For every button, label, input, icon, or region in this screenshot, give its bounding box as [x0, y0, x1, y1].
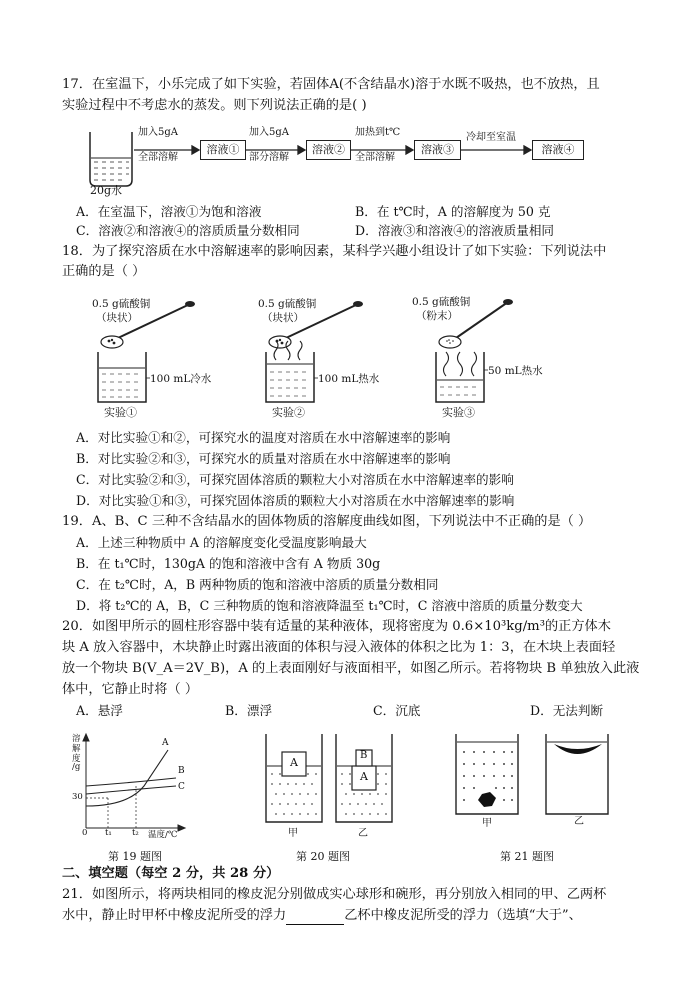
fig20-caption: 第 20 题图: [296, 850, 350, 863]
q18-option-b: B．对比实验②和③，可探究水的质量对溶质在水中溶解速率的影响: [76, 451, 451, 466]
fig20-floating-blocks: [262, 730, 402, 840]
q18-exp2-mass: 0.5 g硫酸铜: [258, 298, 317, 310]
q20-line4: 体中，它静止时将（ ）: [62, 682, 199, 697]
q21-answer-blank[interactable]: [286, 910, 344, 925]
fig20-block-a-jia: A: [290, 756, 298, 769]
q18-option-c: C．对比实验②和③，可探究固体溶质的颗粒大小对溶质在水中溶解速率的影响: [76, 472, 514, 487]
q17-step4-top: 冷却至室温: [466, 132, 516, 143]
q17-step1-top: 加入5gA: [138, 127, 178, 138]
q20-option-b: B．漂浮: [225, 703, 273, 718]
q21-line2: [62, 907, 582, 925]
fig19-curve-c-label: C: [178, 782, 185, 792]
fig19-xlabel: 温度/℃: [148, 830, 178, 840]
fig19-ylabel-4: /g: [72, 762, 81, 772]
fig20-svg: [262, 730, 402, 840]
q20-option-c: C．沉底: [373, 703, 421, 718]
fig19-t2-label: t₂: [132, 828, 139, 838]
q18-exp3-water: 50 mL热水: [488, 365, 543, 377]
q17-step3-top: 加热到t℃: [355, 127, 401, 138]
fig19-solubility-curves: [68, 728, 198, 838]
q18-line1: 18．为了探究溶质在水中溶解速率的影响因素，某科学兴趣小组设计了如下实验：下列说法中: [62, 244, 607, 259]
fig20-label-jia: 甲: [288, 828, 298, 839]
fig19-t1-label: t₁: [105, 828, 112, 838]
q17-solution4-box: 溶液④: [532, 140, 584, 160]
q17-option-b: B．在 t℃时，A 的溶解度为 50 克: [355, 204, 551, 219]
q18-exp3-mass: 0.5 g硫酸铜: [412, 296, 471, 308]
q18-experiments-figure: [90, 290, 550, 420]
q17-flow-diagram: [88, 124, 608, 196]
fig19-caption: 第 19 题图: [108, 850, 162, 863]
fig21-label-jia: 甲: [482, 818, 492, 829]
q20-line2: 块 A 放入容器中，木块静止时露出液面的体积与浸入液体的体积之比为 1：3，在木块上表面轻: [62, 640, 616, 655]
q17-solution2-box: 溶液②: [306, 140, 351, 160]
fig21-svg: [452, 728, 622, 840]
q20-option-d: D．无法判断: [530, 703, 604, 718]
q18-exp1-label: 实验①: [104, 406, 137, 419]
q21-line1: 21．如图所示，将两块相同的橡皮泥分别做成实心球形和碗形，再分别放入相同的甲、乙两杯: [62, 887, 607, 902]
q18-experiments-svg: [90, 290, 550, 420]
q20-option-a: A．悬浮: [76, 703, 123, 718]
q17-solution1-box: 溶液①: [200, 140, 246, 160]
fig20-label-yi: 乙: [358, 828, 368, 839]
q17-line1: 17．在室温下，小乐完成了如下实验，若固体A(不含结晶水)溶于水既不吸热，也不放热，且: [62, 77, 600, 92]
q18-exp1-water: 100 mL冷水: [150, 373, 212, 385]
q18-exp2-label: 实验②: [272, 406, 305, 419]
q17-step1-bottom: 全部溶解: [138, 152, 178, 163]
q17-option-d: D．溶液③和溶液④的溶液质量相同: [355, 223, 555, 238]
fig19-y30-label: 30: [72, 792, 83, 802]
q19-option-b: B．在 t₁℃时，130gA 的饱和溶液中含有 A 物质 30g: [76, 556, 381, 571]
q20-line1: 20．如图甲所示的圆柱形容器中装有适量的某种液体，现将密度为 0.6×10³kg/m³的正方体木: [62, 619, 611, 634]
q18-exp1-mass: 0.5 g硫酸铜: [92, 298, 151, 310]
q19-option-c: C．在 t₂℃时，A，B 两种物质的饱和溶液中溶质的质量分数相同: [76, 577, 439, 592]
q21-line2-part2: 乙杯中橡皮泥所受的浮力（选填“大于”、: [344, 908, 582, 923]
q21-line2-part1: 水中，静止时甲杯中橡皮泥所受的浮力: [62, 908, 287, 923]
q17-option-c: C．溶液②和溶液④的溶质质量分数相同: [76, 223, 300, 238]
q19-option-a: A．上述三种物质中 A 的溶解度变化受温度影响最大: [76, 535, 367, 550]
fig19-ylabel-1: 溶: [72, 734, 81, 744]
fig19-curve-a-label: A: [162, 738, 169, 748]
section2-heading: 二、填空题（每空 2 分，共 28 分）: [62, 866, 280, 881]
q18-exp1-form: （块状）: [96, 312, 138, 324]
q17-step2-top: 加入5gA: [249, 127, 289, 138]
q17-beaker-label: 20g水: [90, 184, 123, 197]
q17-option-a: A．在室温下，溶液①为饱和溶液: [76, 204, 262, 219]
q18-exp3-label: 实验③: [442, 406, 475, 419]
q18-option-d: D．对比实验①和③，可探究固体溶质的颗粒大小对溶质在水中溶解速率的影响: [76, 493, 515, 508]
q20-line3: 放一个物块 B(V_A＝2V_B)，A 的上表面刚好与液面相平，如图乙所示。若将物块 B 单独放入此液: [62, 661, 640, 676]
q17-line2: 实验过程中不考虑水的蒸发。则下列说法正确的是( ): [62, 98, 367, 113]
q18-exp3-form: （粉末）: [416, 310, 458, 322]
q17-solution3-box: 溶液③: [414, 140, 461, 160]
q18-line2: 正确的是（ ）: [62, 264, 146, 279]
fig21-caption: 第 21 题图: [500, 850, 554, 863]
fig21-clay-beakers: [452, 728, 622, 840]
fig20-block-b-yi: B: [360, 750, 368, 761]
fig19-ylabel-2: 解: [72, 744, 81, 754]
fig21-label-yi: 乙: [574, 816, 584, 827]
q18-exp2-form: （块状）: [262, 312, 304, 324]
fig20-block-a-yi: A: [360, 770, 368, 783]
q18-exp2-water: 100 mL热水: [318, 373, 380, 385]
fig19-curve-b-label: B: [178, 766, 185, 776]
fig19-x0-label: 0: [82, 828, 88, 838]
q17-step3-bottom: 全部溶解: [355, 152, 395, 163]
q19-option-d: D．将 t₂℃的 A，B，C 三种物质的饱和溶液降温至 t₁℃时，C 溶液中溶质的质量分数变大: [76, 598, 583, 613]
fig19-ylabel-3: 度: [72, 754, 81, 764]
q17-step2-bottom: 部分溶解: [249, 152, 289, 163]
q19-line1: 19．A、B、C 三种不含结晶水的固体物质的溶解度曲线如图，下列说法中不正确的是（ ）: [62, 514, 592, 529]
q18-option-a: A．对比实验①和②，可探究水的温度对溶质在水中溶解速率的影响: [76, 430, 451, 445]
